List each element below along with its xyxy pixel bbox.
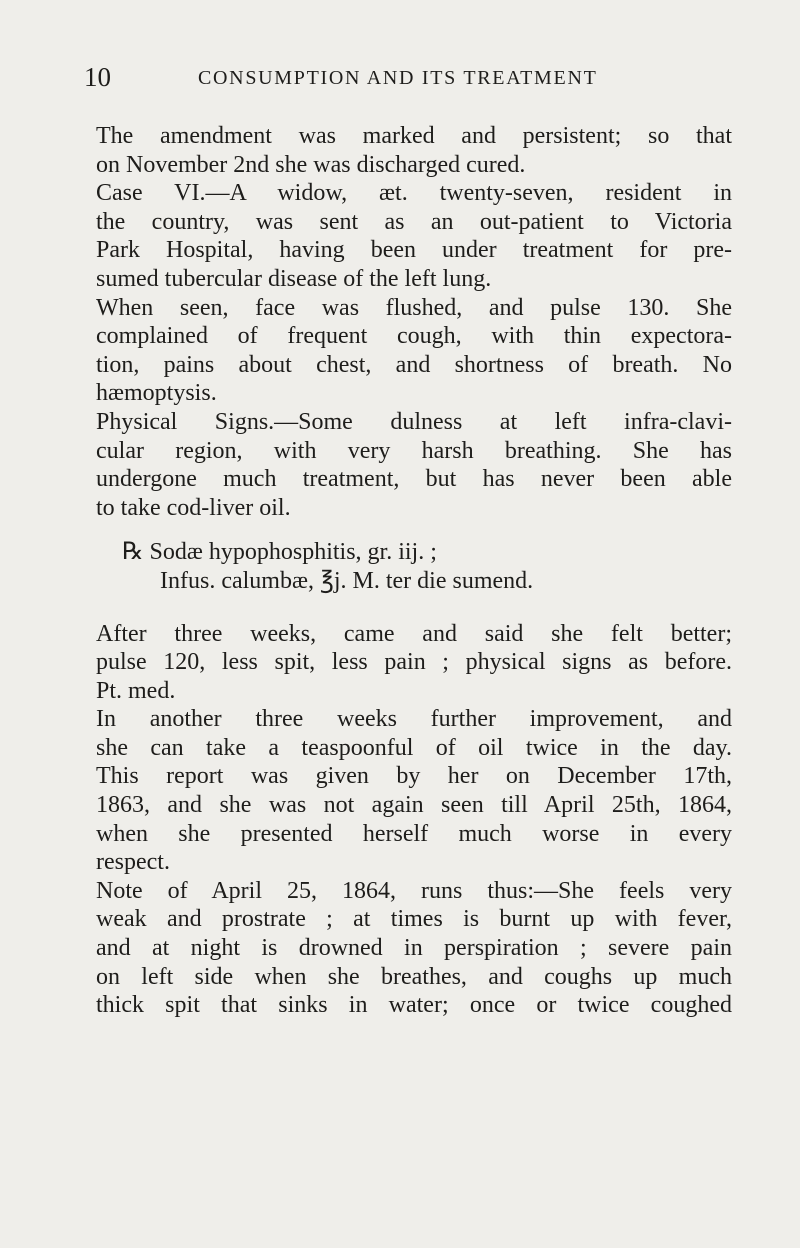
physical-signs-line: Physical Signs.—Some dulness at left infra-clavi-: [96, 408, 732, 435]
running-title: CONSUMPTION AND ITS TREATMENT: [198, 67, 598, 89]
text-line: she can take a teaspoonful of oil twice in the day.: [96, 734, 732, 761]
text-line: and at night is drowned in perspiration ; severe pain: [96, 935, 732, 962]
text-line: on November 2nd she was discharged cured.: [96, 151, 526, 178]
text-line: cular region, with very harsh breathing. She has: [96, 437, 732, 464]
running-head: [84, 60, 734, 94]
text-line: to take cod-liver oil.: [96, 494, 291, 521]
prescription-line: Infus. calumbæ, ℥j. M. ter die sumend.: [160, 567, 534, 594]
text-line: sumed tubercular disease of the left lung.: [96, 265, 492, 292]
text-line: 1863, and she was not again seen till April 25th, 1864,: [96, 792, 732, 819]
text-line: Park Hospital, having been under treatment for pre-: [96, 237, 732, 264]
text-line: Note of April 25, 1864, runs thus:—She feels very: [96, 877, 732, 904]
text-line: on left side when she breathes, and coughs up much: [96, 963, 732, 990]
text-line: In another three weeks further improvement, and: [96, 706, 732, 733]
text-line: weak and prostrate ; at times is burnt up with fever,: [96, 906, 732, 933]
text-line: pulse 120, less spit, less pain ; physical signs as before.: [96, 649, 732, 676]
text-line: hæmoptysis.: [96, 380, 217, 407]
text-line: complained of frequent cough, with thin expectora-: [96, 323, 732, 350]
case-heading-line: Case VI.—A widow, æt. twenty-seven, resident in: [96, 180, 732, 207]
text-line: when she presented herself much worse in every: [96, 820, 732, 847]
prescription-line: ℞ Sodæ hypophosphitis, gr. iij. ;: [122, 539, 437, 566]
page-number: 10: [84, 62, 111, 92]
text-line: tion, pains about chest, and shortness of breath. No: [96, 351, 732, 378]
text-line: undergone much treatment, but has never been able: [96, 466, 732, 493]
text-line: Pt. med.: [96, 677, 176, 704]
text-line: After three weeks, came and said she felt better;: [96, 620, 732, 647]
text-line: When seen, face was flushed, and pulse 130. She: [96, 294, 732, 321]
text-line: respect.: [96, 849, 170, 876]
text-line: This report was given by her on December 17th,: [96, 763, 732, 790]
text-line: The amendment was marked and persistent; so that: [96, 123, 732, 149]
text-line: the country, was sent as an out-patient to Victoria: [96, 208, 732, 235]
text-line: thick spit that sinks in water; once or twice coughed: [96, 992, 732, 1019]
body-text: [96, 122, 732, 1020]
